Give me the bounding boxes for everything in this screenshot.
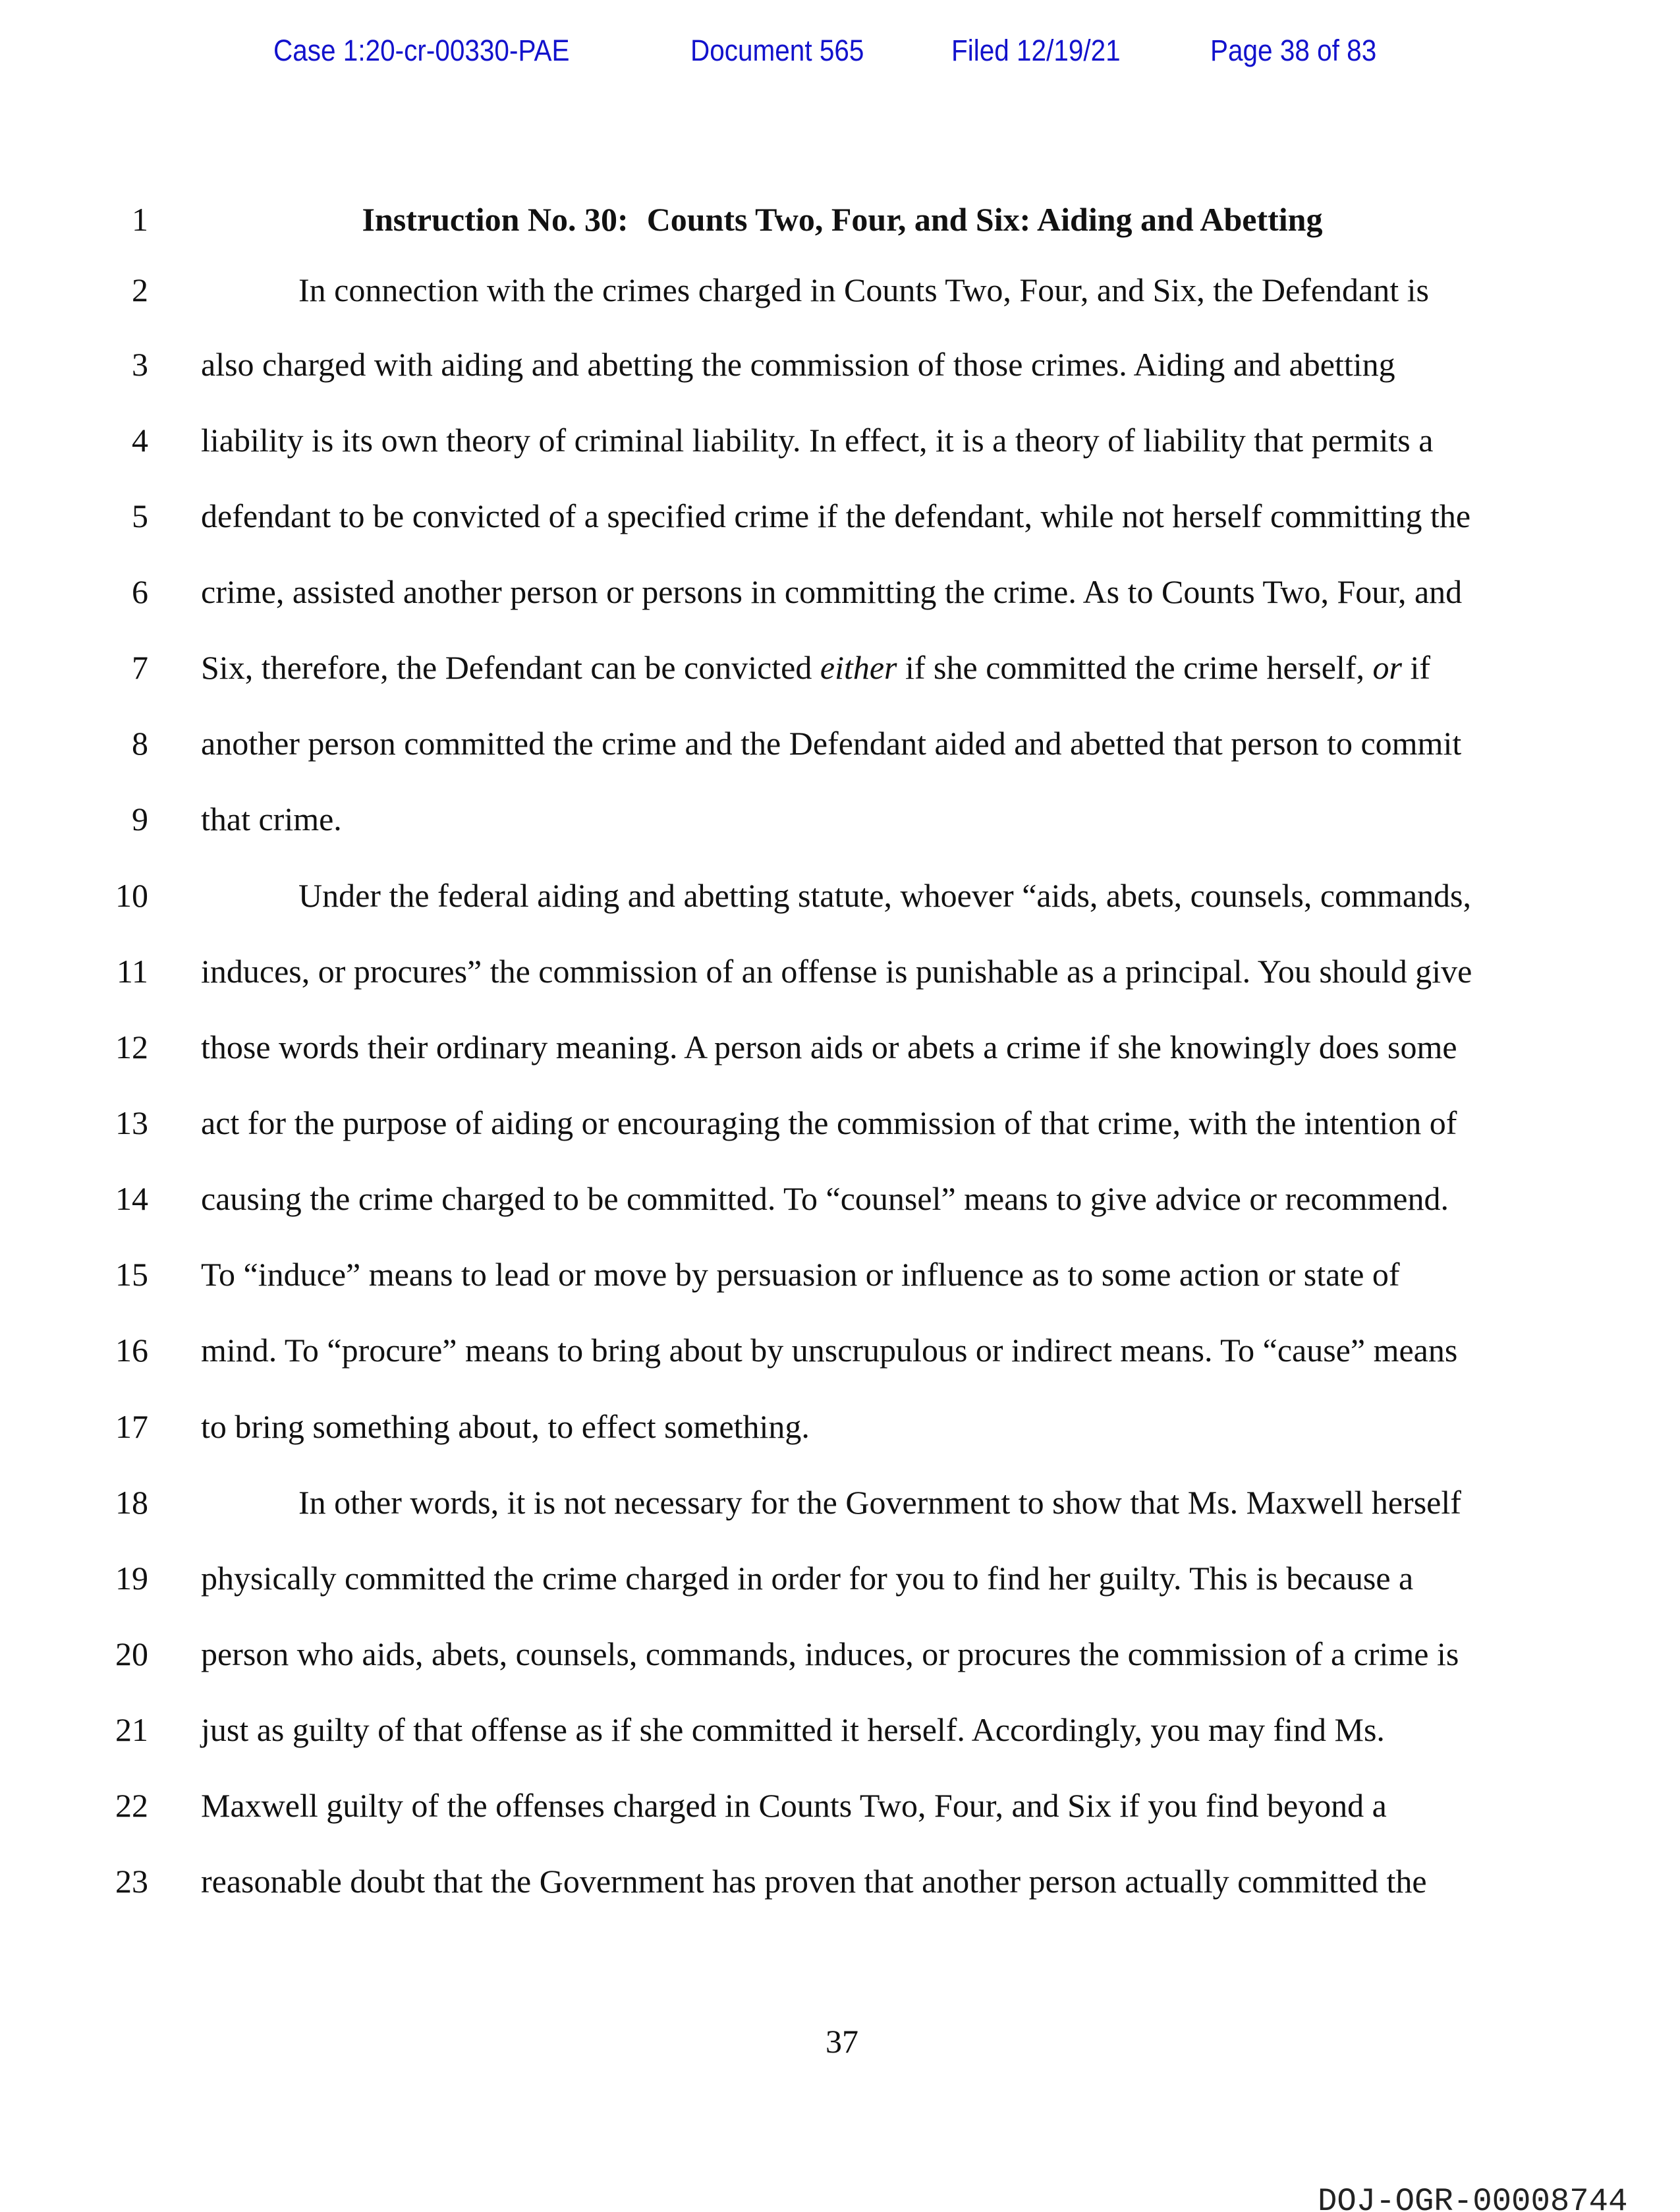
pleading-line-18 (0, 1483, 1680, 1522)
body-text: liability is its own theory of criminal liability. In effect, it is a theory of liability that permits a (201, 422, 1434, 459)
body-text (201, 648, 1430, 687)
header-filed-date: Filed 12/19/21 (951, 34, 1121, 67)
line-number: 17 (115, 1408, 148, 1445)
line-number: 12 (115, 1029, 148, 1065)
header-case-number: Case 1:20-cr-00330-PAE (273, 34, 570, 67)
line-number: 3 (132, 346, 148, 383)
line-number: 15 (115, 1256, 148, 1293)
body-text: induces, or procures” the commission of an offense is punishable as a principal. You should give (201, 953, 1472, 990)
header-document-number: Document 565 (690, 34, 864, 67)
pleading-line-21 (0, 1710, 1680, 1749)
line-number: 9 (132, 801, 148, 837)
instruction-title (201, 200, 1484, 239)
line-number: 14 (115, 1180, 148, 1217)
pleading-line-16 (0, 1330, 1680, 1370)
pleading-line-1 (0, 200, 1680, 239)
body-text: also charged with aiding and abetting the commission of those crimes. Aiding and abetting (201, 346, 1395, 383)
line-number: 2 (132, 271, 148, 308)
italic-emphasis: or (1372, 649, 1402, 686)
pleading-line-14 (0, 1179, 1680, 1218)
pleading-line-15 (0, 1255, 1680, 1294)
line-number: 23 (115, 1863, 148, 1900)
pleading-line-9 (0, 799, 1680, 839)
pleading-line-17 (0, 1407, 1680, 1446)
pleading-line-10 (0, 876, 1680, 915)
text-segment: Six, therefore, the Defendant can be convicted (201, 649, 820, 686)
line-number: 1 (132, 201, 148, 238)
pleading-line-5 (0, 496, 1680, 536)
line-number: 7 (132, 649, 148, 686)
line-number: 10 (115, 877, 148, 914)
pleading-line-12 (0, 1027, 1680, 1067)
body-text: Maxwell guilty of the offenses charged in Counts Two, Four, and Six if you find beyond a (201, 1787, 1387, 1824)
pleading-line-20 (0, 1634, 1680, 1674)
line-number: 8 (132, 725, 148, 762)
body-text: Under the federal aiding and abetting statute, whoever “aids, abets, counsels, commands, (298, 877, 1471, 914)
body-text: mind. To “procure” means to bring about by unscrupulous or indirect means. To “cause” means (201, 1332, 1458, 1369)
body-text: causing the crime charged to be committed. To “counsel” means to give advice or recommend. (201, 1180, 1449, 1217)
body-text: that crime. (201, 801, 342, 837)
body-text: To “induce” means to lead or move by persuasion or influence as to some action or state of (201, 1256, 1400, 1293)
pleading-line-19 (0, 1558, 1680, 1598)
pleading-line-8 (0, 723, 1680, 763)
italic-emphasis: either (820, 649, 897, 686)
line-number: 13 (115, 1104, 148, 1141)
body-text: person who aids, abets, counsels, commands, induces, or procures the commission of a crime is (201, 1635, 1459, 1672)
body-text: act for the purpose of aiding or encouraging the commission of that crime, with the intention of (201, 1104, 1457, 1141)
pleading-line-22 (0, 1786, 1680, 1825)
pleading-line-3 (0, 345, 1680, 384)
body-text: just as guilty of that offense as if she committed it herself. Accordingly, you may find Ms. (201, 1711, 1385, 1748)
instruction-subject: Counts Two, Four, and Six: Aiding and Abetting (646, 201, 1323, 238)
pleading-line-4 (0, 420, 1680, 460)
body-text: reasonable doubt that the Government has proven that another person actually committed the (201, 1863, 1427, 1900)
line-number: 11 (116, 953, 148, 990)
body-text: those words their ordinary meaning. A person aids or abets a crime if she knowingly does some (201, 1029, 1457, 1065)
line-number: 22 (115, 1787, 148, 1824)
pleading-line-13 (0, 1103, 1680, 1143)
line-number: 20 (115, 1635, 148, 1672)
line-number: 16 (115, 1332, 148, 1369)
pleading-line-6 (0, 572, 1680, 611)
text-segment: if she committed the crime herself, (897, 649, 1373, 686)
line-number: 19 (115, 1560, 148, 1597)
body-text: In other words, it is not necessary for the Government to show that Ms. Maxwell herself (298, 1484, 1461, 1521)
line-number: 4 (132, 422, 148, 459)
body-text: In connection with the crimes charged in Counts Two, Four, and Six, the Defendant is (298, 271, 1429, 308)
pleading-line-11 (0, 951, 1680, 991)
bates-stamp: DOJ-OGR-00008744 (1318, 2183, 1628, 2212)
body-text: to bring something about, to effect something. (201, 1408, 810, 1445)
line-number: 21 (115, 1711, 148, 1748)
pleading-line-7 (0, 648, 1680, 687)
body-text: another person committed the crime and the Defendant aided and abetted that person to commit (201, 725, 1462, 762)
line-number: 6 (132, 573, 148, 610)
instruction-number: Instruction No. 30: (362, 201, 629, 238)
pleading-line-2 (0, 270, 1680, 310)
body-text: defendant to be convicted of a specified crime if the defendant, while not herself committing the (201, 497, 1471, 534)
body-text: crime, assisted another person or persons in committing the crime. As to Counts Two, Four, and (201, 573, 1463, 610)
text-segment: if (1401, 649, 1431, 686)
pleading-line-23 (0, 1861, 1680, 1901)
header-page-count: Page 38 of 83 (1210, 34, 1377, 67)
page-number: 37 (826, 2023, 858, 2060)
body-text: physically committed the crime charged in order for you to find her guilty. This is because a (201, 1560, 1414, 1597)
line-number: 5 (132, 497, 148, 534)
line-number: 18 (115, 1484, 148, 1521)
